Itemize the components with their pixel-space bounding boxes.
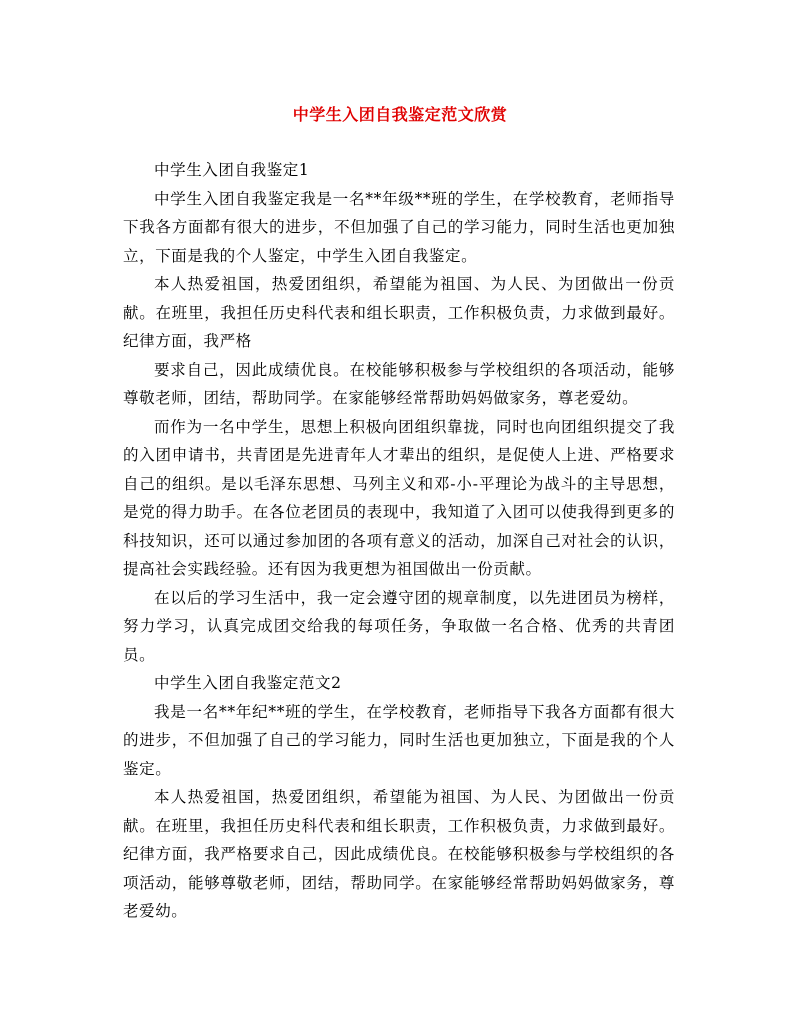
- paragraph-patriotism-1: 本人热爱祖国，热爱团组织，希望能为祖国、为人民、为团做出一份贡献。在班里，我担任历史科代表和组长职责，工作积极负责，力求做到最好。纪律方面，我严格: [123, 275, 675, 350]
- document-body: [123, 156, 675, 926]
- paragraph-discipline-1: 要求自己，因此成绩优良。在校能够积极参与学校组织的各项活动，能够尊敬老师，团结，帮助同学。在家能够经常帮助妈妈做家务，尊老爱幼。: [123, 360, 675, 407]
- paragraph-application: 而作为一名中学生，思想上积极向团组织靠拢，同时也向团组织提交了我的入团申请书，共青团是先进青年人才辈出的组织，是促使人上进、严格要求自己的组织。是以毛泽东思想、马列主义和邓-小-平理论为战斗的主导思想，是党的得力助手。在各位老团员的表现中，我知道了入团可以使我得到更多的科技知识，还可以通过参加团的各项有意义的活动，加深自己对社会的认识，提高社会实践经验。还有因为我更想为祖国做出一份贡献。: [123, 417, 675, 578]
- document-title: 中学生入团自我鉴定范文欣赏: [292, 105, 508, 124]
- paragraph-intro-1: 中学生入团自我鉴定我是一名**年级**班的学生，在学校教育，老师指导下我各方面都有很大的进步，不但加强了自己的学习能力，同时生活也更加独立，下面是我的个人鉴定，中学生入团自我鉴定。: [123, 189, 675, 265]
- section-heading-1: 中学生入团自我鉴定1: [154, 161, 310, 179]
- paragraph-patriotism-2: 本人热爱祖国，热爱团组织，希望能为祖国、为人民、为团做出一份贡献。在班里，我担任历史科代表和组长职责，工作积极负责，力求做到最好。纪律方面，我严格要求自己，因此成绩优良。在校能够积极参与学校组织的各项活动，能够尊敬老师，团结，帮助同学。在家能够经常帮助妈妈做家务，尊老爱幼。: [123, 788, 675, 920]
- section-heading-2: 中学生入团自我鉴定范文2: [154, 674, 342, 692]
- paragraph-intro-2: 我是一名**年纪**班的学生，在学校教育，老师指导下我各方面都有很大的进步，不但加强了自己的学习能力，同时生活也更加独立，下面是我的个人鉴定。: [123, 702, 675, 778]
- paragraph-future: 在以后的学习生活中，我一定会遵守团的规章制度，以先进团员为榜样，努力学习，认真完成团交给我的每项任务，争取做一名合格、优秀的共青团员。: [123, 588, 675, 664]
